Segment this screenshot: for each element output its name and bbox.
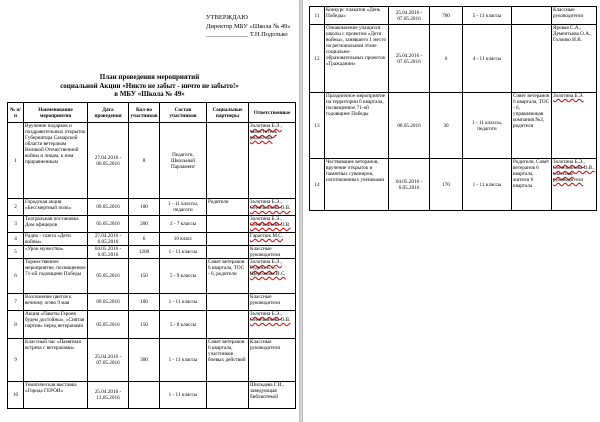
cell-partners: [207, 246, 249, 259]
cell-name: Вручение подарков и поздравительных открыток Губернатора Самарской области ветеранам Великой Отечественной войны и лицам, к ним приравненным: [24, 123, 88, 199]
cell-members: 1 - 11 классы, педагоги: [160, 199, 207, 216]
cell-name: Торжественное мероприятие, посвященное 71-ой годовщине Победы: [24, 259, 88, 294]
cell-members: 1 - 11 классы: [463, 159, 512, 211]
table-header-row: [8, 103, 296, 123]
cell-name: Тематическая выставка «Города ГЕРОИ»: [24, 382, 88, 409]
cell-name: Акция «Пакеты Героев будем достойны», «Снятая партия» перед ветеранами: [24, 311, 88, 339]
header-dates: Дата проведения: [88, 103, 129, 123]
cell-name: Праздничное мероприятие на территории 6 квартала, посвященное 71-ой годовщине Победы: [325, 93, 389, 159]
cell-responsible: Золотина Б.Э., Сеничкинова О.В.: [249, 199, 296, 216]
cell-count: [129, 382, 160, 409]
cell-count: 170: [430, 159, 463, 211]
cell-num: 10: [8, 382, 24, 409]
cell-count: 6: [430, 25, 463, 93]
cell-name: Чествование ветеранов, вручение открыток и памятных сувениров, изготовленных учениками: [325, 159, 389, 211]
cell-members: 4 - 11 классы: [463, 25, 512, 93]
table-row: [8, 294, 296, 311]
cell-count: 150: [129, 259, 160, 294]
cell-count: 8: [129, 123, 160, 199]
table-row: [8, 216, 296, 233]
cell-name: Возложение цветов к вечному огню 9 мая: [24, 294, 88, 311]
header-partners: Социальные партнеры: [207, 103, 249, 123]
document-page-2: [303, 0, 600, 422]
cell-date: 09.05.2016: [88, 199, 129, 216]
cell-name: Классный час «Памятная встреча с ветеранами»: [24, 339, 88, 382]
cell-num: 1: [8, 123, 24, 199]
title-line-1: План проведения мероприятий: [99, 73, 200, 81]
cell-partners: [512, 25, 552, 93]
table-row: [8, 246, 296, 259]
cell-partners: Совет ветеранов 6 квартала, участников боевых действий: [207, 339, 249, 382]
cell-date: 05.05.2016: [88, 259, 129, 294]
cell-members: 1 - 11 классы: [160, 339, 207, 382]
cell-responsible: Золотина Б.Э., заместитель директора: [249, 123, 296, 199]
cell-date: 25.04.2016 - 07.05.2016: [389, 7, 430, 25]
cell-responsible: Яровая С.А., Дементьева О.А., Голоико И.В.: [552, 25, 597, 93]
cell-members: 1 - 11 классы: [160, 246, 207, 259]
cell-partners: [207, 382, 249, 409]
title-line-2: социальной Акции «Никто не забыт - ничто не забыто!»: [60, 81, 239, 90]
table-row: [8, 259, 296, 294]
cell-date: 09.05.2016: [88, 294, 129, 311]
cell-num: 8: [8, 311, 24, 339]
table-row: [8, 339, 296, 382]
cell-name: «Урок мужества»: [24, 246, 88, 259]
document-page-1: [0, 0, 299, 422]
cell-count: 200: [129, 216, 160, 233]
approval-line-2: Директор МБУ «Школа № 49»: [206, 22, 291, 30]
cell-num: 13: [310, 93, 325, 159]
cell-responsible: Гарастюк М.С.: [249, 233, 296, 246]
header-responsible: Ответственные: [249, 103, 296, 123]
cell-members: 5 - 8 классы: [160, 311, 207, 339]
header-members: Состав участников: [160, 103, 207, 123]
cell-date: 27.04.2016 - 6.05.2016: [88, 233, 129, 246]
document-title: [0, 73, 299, 99]
header-num: № п/п: [8, 103, 24, 123]
cell-members: 1 - 11 классы: [160, 382, 207, 409]
cell-num: 3: [8, 216, 24, 233]
cell-members: 3 - 7 классы: [160, 216, 207, 233]
cell-responsible: Золотина Б.Э., Сеничкинова О.В., классные руководители: [552, 159, 597, 211]
cell-count: 1200: [129, 246, 160, 259]
header-name: Наименование мероприятия: [24, 103, 88, 123]
cell-count: 100: [129, 294, 160, 311]
cell-partners: [207, 216, 249, 233]
cell-count: 6: [129, 233, 160, 246]
cell-name: Городская акция «Бессмертный полк»: [24, 199, 88, 216]
events-table-part-2: [309, 6, 597, 211]
cell-name: Ознакомление учащихся школы с проектом «Дети войны», занявшего 1 место на региональном этапе социально-образовательных проектов «Гражданин»: [325, 25, 389, 93]
cell-partners: [207, 294, 249, 311]
cell-responsible: Классные руководители: [249, 246, 296, 259]
table-row: [8, 311, 296, 339]
cell-responsible: Классные руководители: [552, 7, 597, 25]
cell-date: 27.04.2016 - 06.05.2016: [88, 123, 129, 199]
cell-responsible: Классные руководители: [249, 294, 296, 311]
table-row: [310, 93, 597, 159]
events-table-part-1: [7, 102, 296, 409]
cell-count: 150: [129, 311, 160, 339]
cell-count: 100: [129, 199, 160, 216]
cell-responsible: Классные руководители: [249, 339, 296, 382]
cell-num: 2: [8, 199, 24, 216]
cell-num: 7: [8, 294, 24, 311]
cell-responsible: Золотина Б.Э., Сеничкинова О.В.: [249, 216, 296, 233]
cell-count: 300: [129, 339, 160, 382]
cell-responsible: Шильдева Г.И., заведующая библиотекой: [249, 382, 296, 409]
cell-num: 14: [310, 159, 325, 211]
table-row: [8, 382, 296, 409]
cell-num: 11: [310, 7, 325, 25]
cell-responsible: Золотина Б.Э.: [552, 93, 597, 159]
cell-date: 04.05.2016 - 6.05.2016: [389, 159, 430, 211]
table-row: [8, 123, 296, 199]
approval-block: [206, 14, 296, 40]
cell-num: 6: [8, 259, 24, 294]
cell-date: 04.05.2016 - 6.05.2016: [88, 246, 129, 259]
cell-partners: Совет ветеранов 6 квартала, ТОС - 6, управляющая компания №2, родители: [512, 93, 552, 159]
cell-members: 1 - 11 классы: [160, 294, 207, 311]
cell-members: 5 - 9 классы: [160, 259, 207, 294]
cell-date: 08.05.2016: [389, 93, 430, 159]
cell-members: Педагоги, Школьный Парламент: [160, 123, 207, 199]
table-row: [310, 159, 597, 211]
cell-partners: [512, 7, 552, 25]
cell-members: 1 - 11 классы, педагоги: [463, 93, 512, 159]
cell-num: 12: [310, 25, 325, 93]
cell-num: 9: [8, 339, 24, 382]
title-line-3: в МБУ «Школа № 49»: [114, 90, 185, 98]
cell-date: 25.04.2016 - 07.05.2016: [88, 339, 129, 382]
cell-partners: [207, 123, 249, 199]
cell-num: 5: [8, 246, 24, 259]
cell-date: 05.05.2016: [88, 216, 129, 233]
cell-date: 25.04.2016 - 07.05.2016: [389, 25, 430, 93]
table-row: [8, 233, 296, 246]
cell-date: 25.04.2016 - 13.05.2016: [88, 382, 129, 409]
cell-partners: [207, 233, 249, 246]
table-row: [310, 25, 597, 93]
cell-partners: Родители, Совет ветеранов 6 квартала, жители 6 квартала: [512, 159, 552, 211]
cell-count: 30: [430, 93, 463, 159]
cell-num: 4: [8, 233, 24, 246]
table-row: [8, 199, 296, 216]
cell-partners: Родители: [207, 199, 249, 216]
cell-members: 5 - 11 классы: [463, 7, 512, 25]
cell-responsible: Золотина Б.Э., Сеничкинова О.В.: [249, 311, 296, 339]
cell-partners: [207, 311, 249, 339]
approval-line-1: УТВЕРЖДАЮ: [206, 14, 248, 21]
cell-count: 700: [430, 7, 463, 25]
cell-name: Театральная постановка Дом офицеров: [24, 216, 88, 233]
cell-members: 10 класс: [160, 233, 207, 246]
cell-partners: Совет ветеранов 6 квартала, ТОС - 6, родители: [207, 259, 249, 294]
header-count: Кол-во участников: [129, 103, 160, 123]
cell-date: 05.05.2016: [88, 311, 129, 339]
cell-name: Конкурс плакатов «День Победы»: [325, 7, 389, 25]
cell-responsible: Золотина Б.Э., Рудина Е.С., Щербакова И.С.: [249, 259, 296, 294]
approval-line-3: _____________ Т.Н.Подолько: [206, 31, 288, 38]
table-row: [310, 7, 597, 25]
cell-name: Радио - газета «Дети войны»: [24, 233, 88, 246]
